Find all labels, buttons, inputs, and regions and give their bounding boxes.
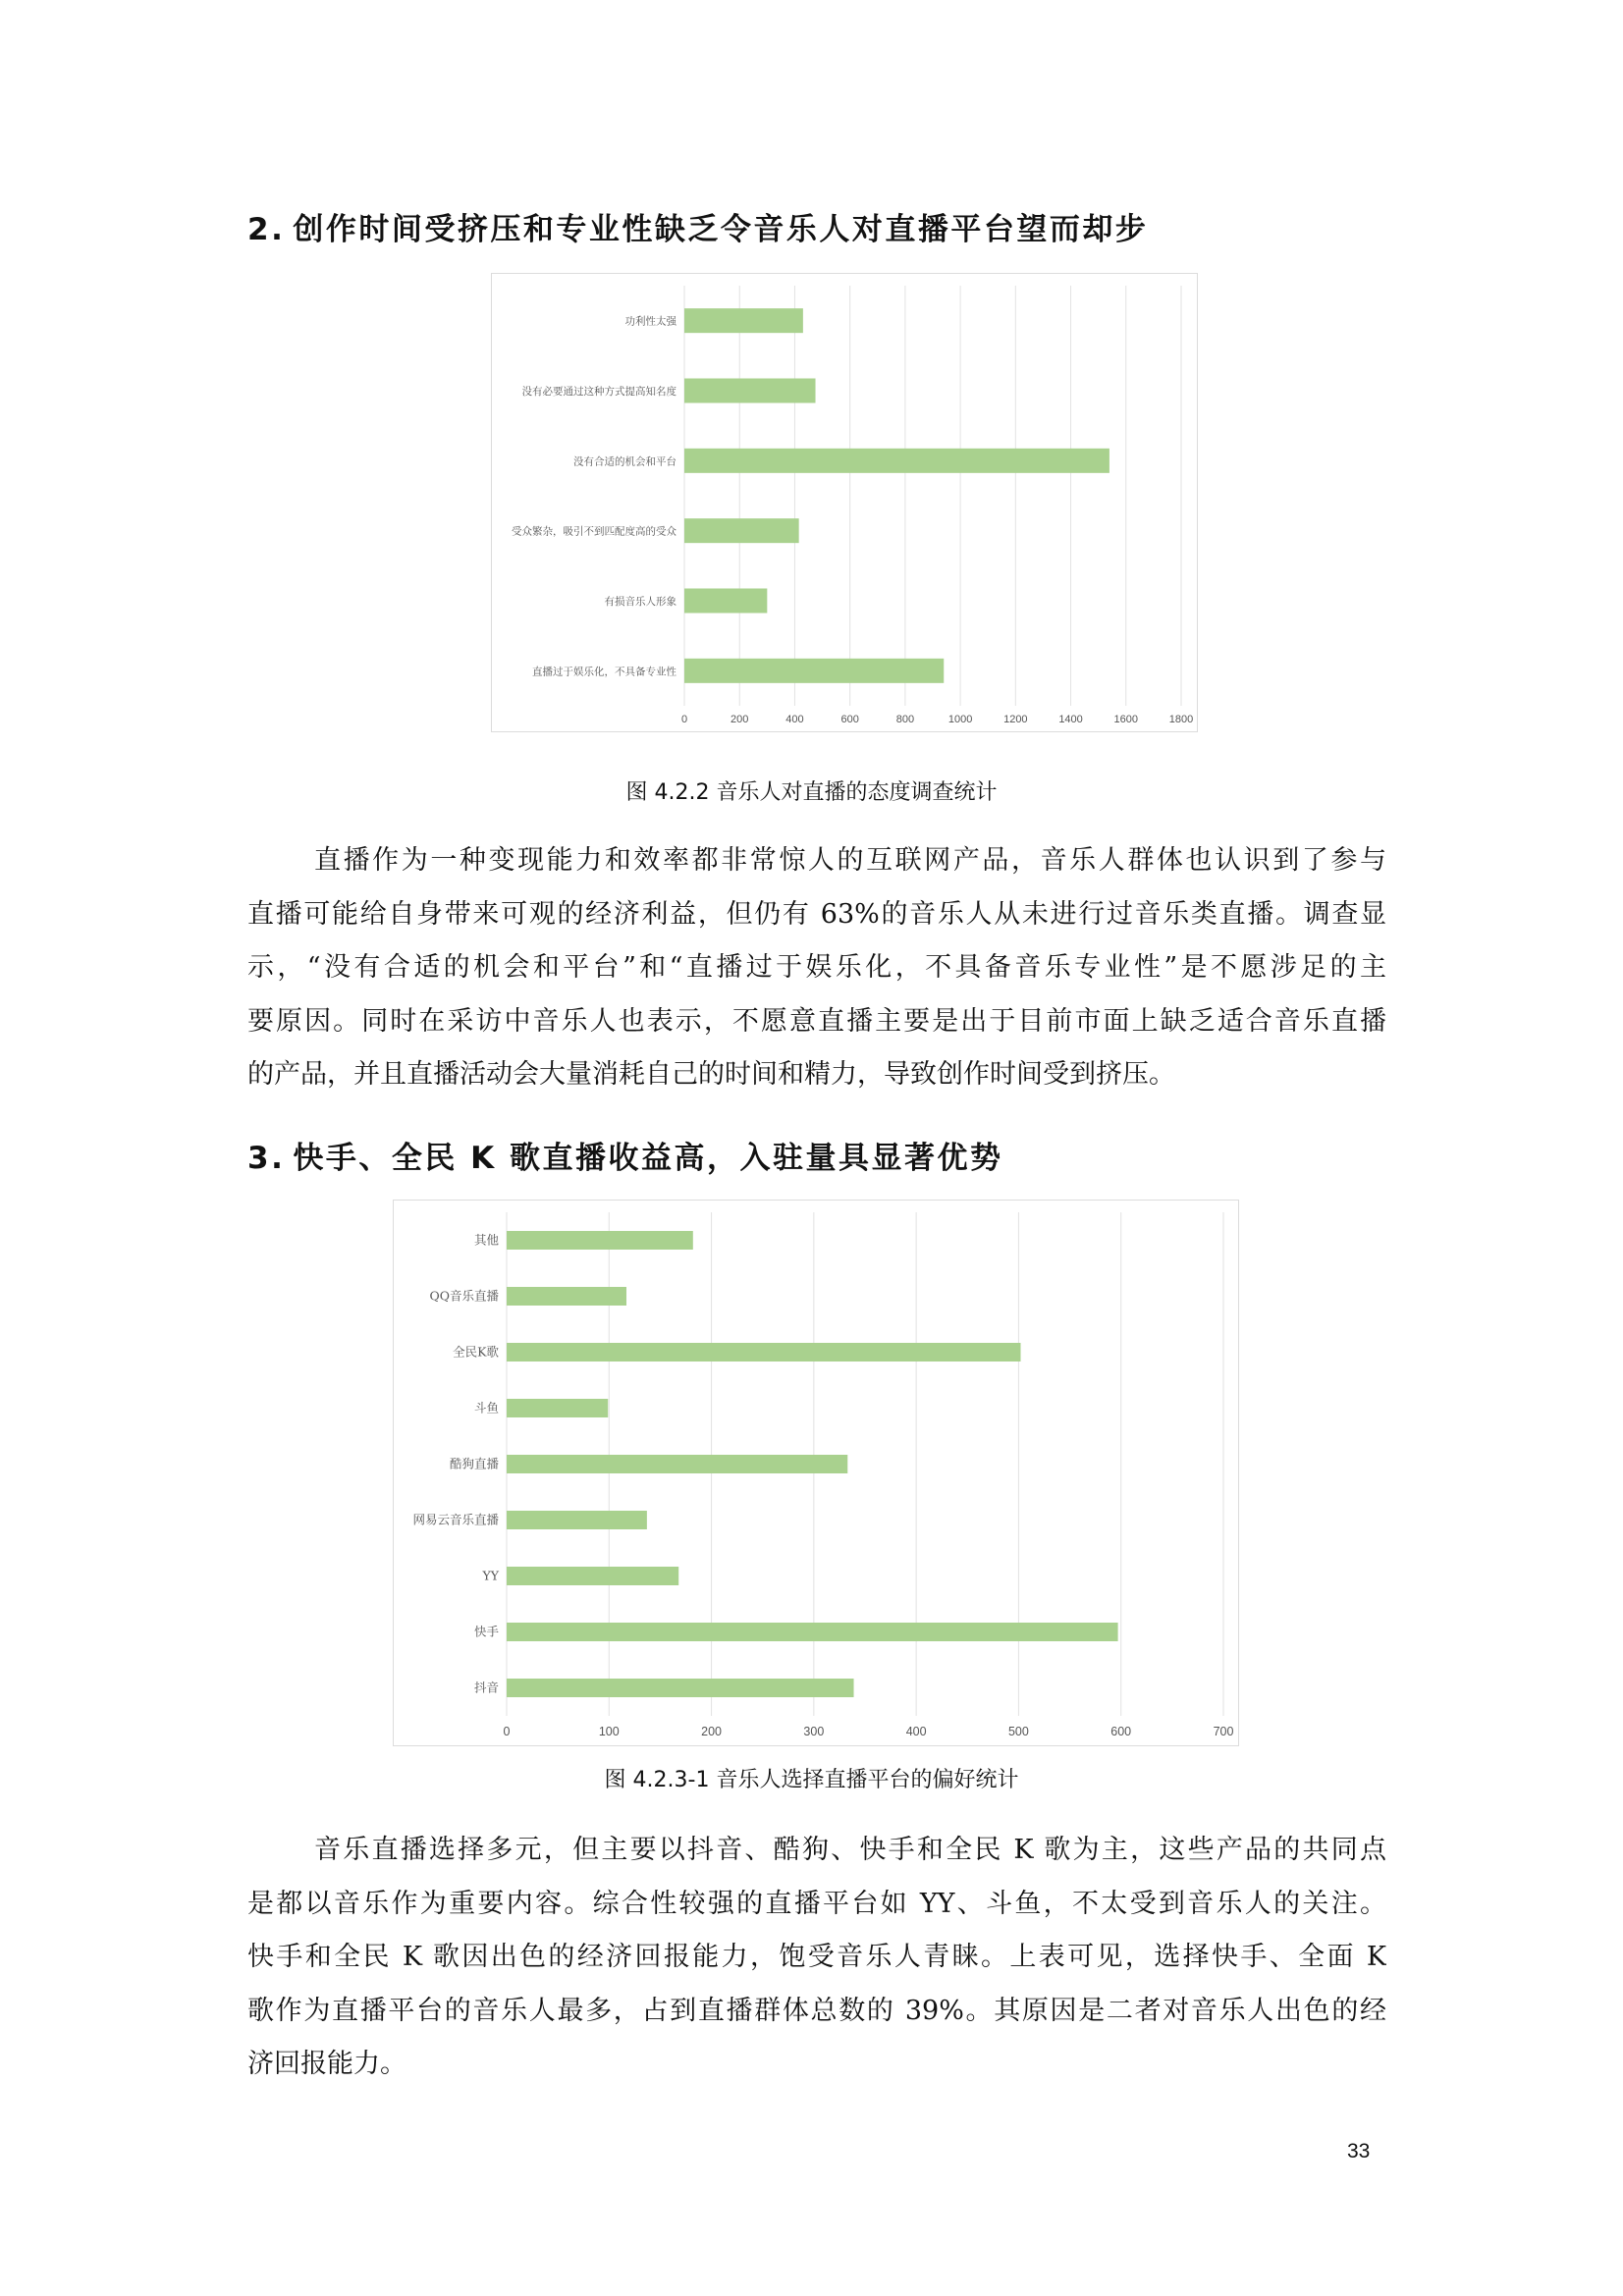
bar xyxy=(507,1623,1118,1641)
section-3-number: 3. xyxy=(247,1141,286,1176)
tick-label: 1800 xyxy=(1168,714,1194,725)
tick-label: 200 xyxy=(701,1725,723,1738)
paragraph-1-line: 直播可能给自身带来可观的经济利益，但仍有 63%的音乐人从未进行过音乐类直播。调查显 xyxy=(247,898,1386,930)
section-3-title: 快手、全民 K 歌直播收益高，入驻量具显著优势 xyxy=(293,1141,1003,1176)
paragraph-2-line: 歌作为直播平台的音乐人最多，占到直播群体总数的 39%。其原因是二者对音乐人出色的经 xyxy=(247,1995,1386,2026)
category-label: 其他 xyxy=(473,1232,499,1248)
tick-label: 1000 xyxy=(947,714,973,725)
category-label: 有损音乐人形象 xyxy=(604,596,676,608)
bar xyxy=(684,589,767,614)
tick-label: 0 xyxy=(680,714,688,725)
category-label: YY xyxy=(482,1568,499,1583)
bar xyxy=(507,1511,647,1529)
category-label: 功利性太强 xyxy=(624,315,676,328)
bar xyxy=(507,1455,847,1473)
tick-label: 1600 xyxy=(1113,714,1139,725)
category-label: 抖音 xyxy=(473,1680,499,1695)
tick-label: 400 xyxy=(785,714,804,725)
paragraph-1-line: 示，“没有合适的机会和平台”和“直播过于娱乐化，不具备音乐专业性”是不愿涉足的主 xyxy=(247,952,1386,983)
page-number: 33 xyxy=(1347,2140,1371,2163)
tick-label: 600 xyxy=(1110,1725,1132,1738)
bar xyxy=(507,1567,678,1585)
chart-1-svg xyxy=(492,274,1197,731)
category-label: 酷狗直播 xyxy=(449,1456,499,1471)
tick-label: 300 xyxy=(803,1725,825,1738)
bar xyxy=(684,308,803,333)
chart-attitude-survey xyxy=(491,273,1198,732)
figure-1-caption: 图 4.2.2 音乐人对直播的态度调查统计 xyxy=(625,780,998,805)
chart-2-svg xyxy=(394,1201,1238,1745)
bar xyxy=(507,1343,1021,1362)
section-2-heading xyxy=(247,204,1148,248)
section-2-title: 创作时间受挤压和专业性缺乏令音乐人对直播平台望而却步 xyxy=(293,212,1149,247)
section-2-number: 2. xyxy=(247,212,286,247)
tick-label: 500 xyxy=(1007,1725,1029,1738)
tick-label: 600 xyxy=(840,714,859,725)
tick-label: 1400 xyxy=(1058,714,1083,725)
tick-label: 400 xyxy=(905,1725,927,1738)
paragraph-1-line: 直播作为一种变现能力和效率都非常惊人的互联网产品，音乐人群体也认识到了参与 xyxy=(314,845,1386,876)
category-label: 没有合适的机会和平台 xyxy=(573,455,676,468)
category-label: QQ音乐直播 xyxy=(429,1288,499,1304)
figure-2-caption: 图 4.2.3-1 音乐人选择直播平台的偏好统计 xyxy=(604,1768,1019,1792)
tick-label: 0 xyxy=(503,1725,511,1738)
chart-platform-preference xyxy=(393,1200,1239,1746)
category-label: 直播过于娱乐化，不具备专业性 xyxy=(532,666,676,678)
paragraph-1 xyxy=(247,834,1386,1102)
bar xyxy=(684,379,816,403)
category-label: 快手 xyxy=(473,1624,499,1639)
tick-label: 800 xyxy=(895,714,915,725)
tick-label: 1200 xyxy=(1003,714,1028,725)
paragraph-1-line: 的产品，并且直播活动会大量消耗自己的时间和精力，导致创作时间受到挤压。 xyxy=(247,1059,1175,1090)
category-label: 受众繁杂，吸引不到匹配度高的受众 xyxy=(512,525,676,538)
category-label: 没有必要通过这种方式提高知名度 xyxy=(521,386,676,398)
section-3-heading xyxy=(247,1133,1002,1177)
bar xyxy=(507,1399,608,1417)
category-label: 斗鱼 xyxy=(473,1400,499,1415)
paragraph-2-line: 音乐直播选择多元，但主要以抖音、酷狗、快手和全民 K 歌为主，这些产品的共同点 xyxy=(314,1835,1386,1865)
paragraph-2 xyxy=(247,1824,1386,2092)
paragraph-2-line: 济回报能力。 xyxy=(247,2049,406,2079)
bar xyxy=(684,518,799,543)
bar xyxy=(507,1679,854,1697)
bar xyxy=(507,1231,693,1250)
paragraph-1-line: 要原因。同时在采访中音乐人也表示，不愿意直播主要是出于目前市面上缺乏适合音乐直播 xyxy=(247,1005,1386,1037)
bar xyxy=(507,1287,626,1306)
tick-label: 700 xyxy=(1213,1725,1234,1738)
tick-label: 100 xyxy=(598,1725,620,1738)
bar xyxy=(684,659,944,683)
paragraph-2-line: 是都以音乐作为重要内容。综合性较强的直播平台如 YY、斗鱼，不太受到音乐人的关注。 xyxy=(247,1888,1386,1919)
tick-label: 200 xyxy=(730,714,749,725)
category-label: 网易云音乐直播 xyxy=(412,1512,499,1527)
paragraph-2-line: 快手和全民 K 歌因出色的经济回报能力，饱受音乐人青睐。上表可见，选择快手、全面 K xyxy=(247,1942,1386,1972)
category-label: 全民K歌 xyxy=(453,1344,499,1360)
bar xyxy=(684,449,1109,473)
